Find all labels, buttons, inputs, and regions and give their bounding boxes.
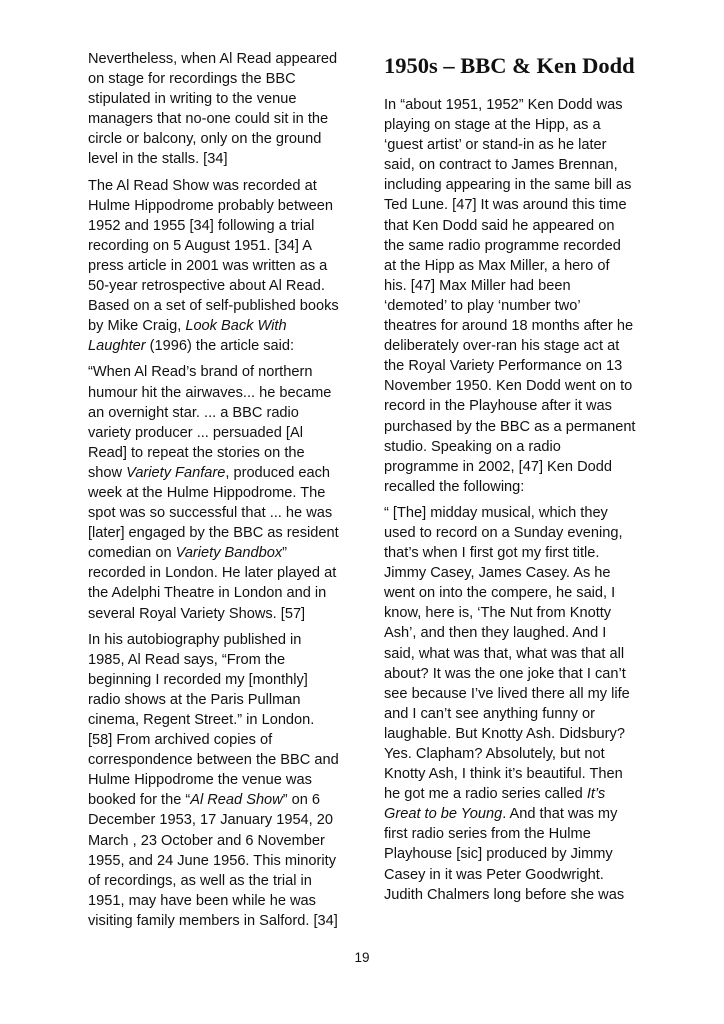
text-segment: went on into the compere, he said, I: [384, 585, 616, 602]
text-line: [88, 770, 346, 790]
paragraph: [88, 176, 346, 357]
text-segment: theatres for around 18 months after he: [384, 318, 634, 335]
text-segment: (1996) the article said:: [145, 338, 295, 355]
text-segment: programme in 2002, [47] Ken Dodd: [384, 458, 612, 475]
text-line: [88, 236, 346, 256]
text-line: [384, 724, 642, 744]
text-segment: and I can’t see anything funny or: [384, 705, 595, 722]
text-segment: 1985, Al Read says, “From the: [88, 651, 286, 668]
paragraph: [384, 503, 642, 905]
text-segment: variety producer ... persuaded [Al: [88, 424, 303, 441]
text-line: [384, 744, 642, 764]
text-segment: In his autobiography published in: [88, 631, 302, 648]
text-line: [384, 623, 642, 643]
italic-title: Variety Bandbox: [175, 545, 283, 562]
italic-title: Great to be Young: [384, 806, 503, 823]
text-segment: beginning I recorded my [monthly]: [88, 671, 308, 688]
text-line: [384, 844, 642, 864]
text-segment: said, on contract to James Brennan,: [384, 157, 618, 174]
italic-title: Variety Fanfare: [126, 464, 226, 481]
text-segment: 1951, may have been while he was: [88, 892, 316, 909]
text-segment: 1952 and 1955 [34] following a trial: [88, 217, 315, 234]
text-segment: the Adelphi Theatre in London and in: [88, 585, 327, 602]
text-segment: [58] From archived copies of: [88, 732, 273, 749]
text-line: [88, 276, 346, 296]
text-segment: his. [47] Max Miller had been: [384, 277, 571, 294]
text-segment: press article in 2001 was written as a: [88, 257, 328, 274]
text-segment: first radio series from the Hulme: [384, 826, 591, 843]
text-segment: . And that was my: [502, 806, 618, 823]
text-segment: , produced each: [225, 464, 331, 481]
text-line: [88, 316, 346, 336]
text-line: [88, 443, 346, 463]
text-line: [88, 710, 346, 730]
text-segment: November 1950. Ken Dodd went on to: [384, 378, 633, 395]
text-line: [384, 276, 642, 296]
text-line: [88, 650, 346, 670]
text-line: [88, 129, 346, 149]
text-line: [384, 583, 642, 603]
text-segment: by Mike Craig,: [88, 318, 186, 335]
text-segment: “ [The] midday musical, which they: [384, 504, 608, 521]
text-line: [384, 135, 642, 155]
text-segment: on stage for recordings the BBC: [88, 71, 296, 88]
text-line: [88, 216, 346, 236]
italic-title: Laughter: [88, 338, 146, 355]
text-segment: managers that no-one could sit in the: [88, 111, 329, 128]
paragraph: [88, 362, 346, 623]
text-line: [384, 437, 642, 457]
text-segment: at the Hipp as Max Miller, a hero of: [384, 257, 610, 274]
text-line: [88, 810, 346, 830]
text-line: [384, 784, 642, 804]
text-segment: playing on stage at the Hipp, as a: [384, 117, 601, 134]
text-segment: several Royal Variety Shows. [57]: [88, 605, 306, 622]
text-segment: Casey in it was Peter Goodwright.: [384, 866, 604, 883]
text-line: [384, 236, 642, 256]
text-line: [384, 804, 642, 824]
text-line: [88, 851, 346, 871]
text-segment: he got me a radio series called: [384, 786, 587, 803]
text-segment: about? It was the one joke that I can’t: [384, 665, 626, 682]
text-segment: recalled the following:: [384, 478, 525, 495]
text-segment: circle or balcony, only on the ground: [88, 131, 322, 148]
text-segment: cinema, Regent Street.” in London.: [88, 712, 315, 728]
text-line: [88, 256, 346, 276]
text-segment: ”: [282, 545, 288, 562]
text-line: [384, 664, 642, 684]
text-segment: recorded in London. He later played at: [88, 565, 337, 582]
text-segment: Hulme Hippodrome the venue was: [88, 772, 312, 789]
text-line: [88, 750, 346, 770]
text-line: [384, 684, 642, 704]
text-line: [384, 356, 642, 376]
text-line: [88, 831, 346, 851]
text-line: [384, 457, 642, 477]
text-line: [88, 196, 346, 216]
text-line: [384, 865, 642, 885]
section-heading: 1950s – BBC & Ken Dodd: [384, 53, 635, 78]
text-line: [384, 115, 642, 135]
text-line: [384, 543, 642, 563]
text-line: [88, 503, 346, 523]
text-line: [88, 336, 346, 356]
text-line: [384, 396, 642, 416]
text-segment: 50-year retrospective about Al Read.: [88, 278, 325, 295]
text-line: [384, 563, 642, 583]
text-segment: December 1953, 17 January 1954, 20: [88, 812, 334, 829]
text-segment: an overnight star. ... a BBC radio: [88, 404, 299, 421]
text-segment: the same radio programme recorded: [384, 237, 621, 254]
text-segment: know, here is, ‘The Nut from Knotty: [384, 605, 612, 622]
italic-title: It’s: [586, 786, 606, 803]
text-line: [88, 730, 346, 750]
text-segment: Yes. Clapham? Absolutely, but not: [384, 746, 605, 762]
text-line: [384, 195, 642, 215]
right-column-body: [384, 95, 642, 905]
text-segment: humour hit the airwaves... he became: [88, 384, 332, 401]
text-line: [88, 891, 346, 911]
text-line: [88, 149, 346, 169]
text-line: [384, 885, 642, 905]
text-segment: of recordings, as well as the trial in: [88, 872, 312, 889]
text-line: [88, 69, 346, 89]
text-line: [88, 543, 346, 563]
text-line: [384, 376, 642, 396]
page-number: 19: [354, 950, 370, 965]
text-segment: Knotty Ash, I think it’s beautiful. Then: [384, 766, 623, 783]
text-line: [88, 176, 346, 196]
text-line: [384, 256, 642, 276]
text-line: [384, 155, 642, 175]
text-line: [384, 95, 642, 115]
text-segment: spot was so successful that ... he was: [88, 505, 333, 522]
text-segment: March , 23 October and 6 November: [88, 832, 325, 849]
text-segment: see because I’ve lived there all my life: [384, 685, 630, 702]
text-line: [384, 336, 642, 356]
text-line: [88, 583, 346, 603]
text-segment: radio shows at the Paris Pullman: [88, 691, 301, 708]
text-segment: ‘demoted’ to play ‘number two’: [384, 297, 581, 314]
text-line: [88, 670, 346, 690]
text-segment: [later] engaged by the BBC as resident: [88, 525, 339, 542]
text-line: [384, 316, 642, 336]
text-segment: laughable. But Knotty Ash. Didsbury?: [384, 725, 625, 742]
text-line: [384, 216, 642, 236]
text-segment: recording on 5 August 1951. [34] A: [88, 237, 312, 254]
text-segment: said, what was that, what was that all: [384, 645, 625, 662]
text-segment: Ted Lune. [47] It was around this time: [384, 197, 627, 214]
text-segment: In “about 1951, 1952” Ken Dodd was: [384, 97, 623, 113]
text-line: [88, 630, 346, 650]
text-line: [384, 603, 642, 623]
text-line: [88, 423, 346, 443]
text-line: [384, 503, 642, 523]
text-segment: 1955, and 24 June 1956. This minority: [88, 852, 336, 869]
text-segment: correspondence between the BBC and: [88, 752, 339, 769]
text-line: [88, 463, 346, 483]
text-line: [384, 704, 642, 724]
text-line: [384, 175, 642, 195]
text-line: [88, 523, 346, 543]
text-line: [88, 403, 346, 423]
text-segment: level in the stalls. [34]: [88, 151, 228, 168]
text-segment: Judith Chalmers long before she was: [384, 886, 625, 903]
italic-title: Look Back With: [185, 318, 287, 335]
text-segment: Ash’, and then they laughed. And I: [384, 625, 607, 642]
text-segment: used to record on a Sunday evening,: [384, 524, 623, 541]
paragraph: [88, 49, 346, 170]
text-segment: Jimmy Casey, James Casey. As he: [384, 565, 611, 582]
text-line: [384, 296, 642, 316]
text-segment: The Al Read Show was recorded at: [88, 177, 317, 194]
text-segment: visiting family members in Salford. [34]: [88, 912, 338, 929]
italic-title: Al Read Show: [190, 792, 283, 809]
text-line: [88, 49, 346, 69]
text-line: [384, 417, 642, 437]
text-segment: booked for the “: [88, 792, 191, 809]
text-segment: deliberately over-ran his stage act at: [384, 338, 620, 355]
text-line: [88, 790, 346, 810]
text-segment: Playhouse [sic] produced by Jimmy: [384, 846, 613, 863]
text-line: [384, 477, 642, 497]
text-line: [88, 604, 346, 624]
text-segment: record in the Playhouse after it was: [384, 398, 612, 415]
text-line: [88, 296, 346, 316]
text-line: [384, 644, 642, 664]
text-segment: “When Al Read’s brand of northern: [88, 364, 313, 381]
text-line: [88, 871, 346, 891]
text-line: [384, 824, 642, 844]
text-segment: Hulme Hippodrome probably between: [88, 197, 333, 214]
text-segment: Based on a set of self-published books: [88, 298, 339, 315]
text-line: [384, 523, 642, 543]
text-segment: stipulated in writing to the venue: [88, 91, 297, 108]
text-segment: ‘guest artist’ or stand-in as he later: [384, 137, 607, 154]
text-line: [88, 690, 346, 710]
text-segment: comedian on: [88, 545, 176, 562]
text-segment: including appearing in the same bill as: [384, 177, 632, 194]
paragraph: [88, 630, 346, 931]
text-segment: the Royal Variety Performance on 13: [384, 358, 623, 375]
text-segment: Nevertheless, when Al Read appeared: [88, 51, 338, 67]
text-segment: that Ken Dodd said he appeared on: [384, 217, 615, 234]
text-segment: studio. Speaking on a radio: [384, 438, 561, 455]
text-line: [88, 383, 346, 403]
text-line: [88, 362, 346, 382]
text-segment: purchased by the BBC as a permanent: [384, 418, 636, 435]
text-segment: that’s when I first got my first title.: [384, 545, 600, 562]
text-segment: show: [88, 464, 127, 481]
text-line: [384, 764, 642, 784]
text-line: [88, 109, 346, 129]
paragraph: [384, 95, 642, 497]
text-segment: Read] to repeat the stories on the: [88, 444, 305, 461]
text-segment: week at the Hulme Hippodrome. The: [88, 484, 326, 501]
text-segment: ” on 6: [282, 792, 321, 809]
text-line: [88, 89, 346, 109]
right-column: [384, 49, 642, 911]
left-column: [88, 49, 346, 937]
text-line: [88, 483, 346, 503]
text-line: [88, 563, 346, 583]
text-line: [88, 911, 346, 931]
